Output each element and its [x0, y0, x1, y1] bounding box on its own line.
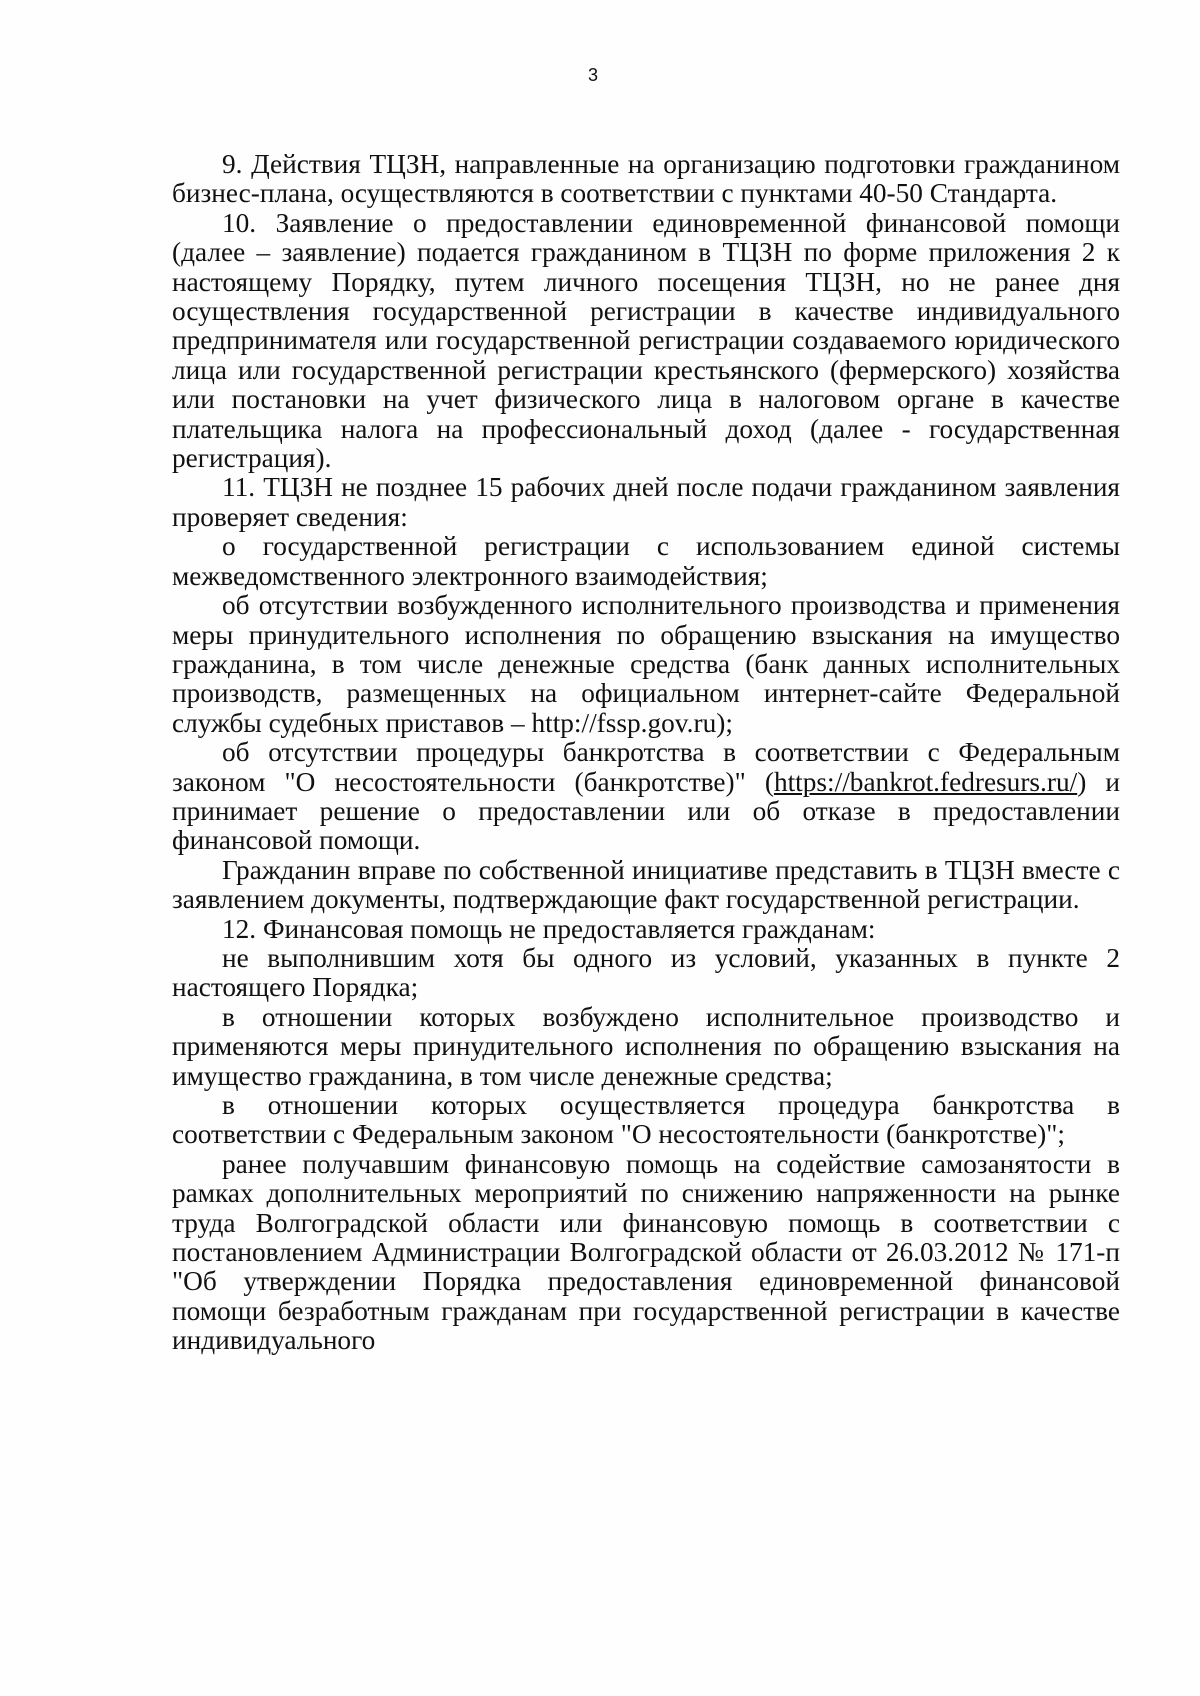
paragraph-item-11: 11. ТЦЗН не позднее 15 рабочих дней после подачи гражданином заявления проверяет сведения: — [172, 472, 1120, 532]
paragraph-bankruptcy-exclusion: в отношении которых осуществляется процедура банкротства в соответствии с Федеральным законом "О несостоятельности (банкротстве)"; — [172, 1090, 1120, 1150]
paragraph-enforcement-exclusion: в отношении которых возбуждено исполнительное производство и применяются меры принудительного исполнения по обращению взыскания на имущество гражданина, в том числе денежные средства; — [172, 1001, 1120, 1091]
paragraph-item-12: 12. Финансовая помощь не предоставляется гражданам: — [222, 913, 876, 944]
fedresurs-link[interactable]: https://bankrot.fedresurs.ru/ — [773, 766, 1078, 797]
paragraph-enforcement-check: об отсутствии возбужденного исполнительного производства и применения меры принудительного исполнения по обращению взыскания на имущество гражданина, в том числе денежные средства (банк данных исполнительных производств, размещенных на официальном интернет-сайте Федеральной службы судебных приставов – http://fssp.gov.ru); — [172, 590, 1120, 738]
bankruptcy-text-start: об отсутствии процедуры банкротства в соответствии с Федеральным законом "О несостоятельности (банкротстве)" ( — [172, 737, 1120, 797]
bankruptcy-text-end: ) и принимает решение о предоставлении или об отказе в предоставлении финансовой помощи. — [172, 766, 1120, 856]
paragraph-bankruptcy-check — [172, 738, 1120, 856]
paragraph-item-9: 9. Действия ТЦЗН, направленные на организацию подготовки гражданином бизнес-плана, осуществляются в соответствии с пунктами 40-50 Стандарта. — [172, 149, 1120, 209]
document-body — [172, 150, 1120, 1356]
paragraph-item-10: 10. Заявление о предоставлении единовременной финансовой помощи (далее – заявление) подается гражданином в ТЦЗН по форме приложения 2 к настоящему Порядку, путем личного посещения ТЦЗН, но не ранее дня осуществления государственной регистрации в качестве индивидуального предпринимателя или государственной регистрации создаваемого юридического лица или государственной регистрации крестьянского (фермерского) хозяйства или постановки на учет физического лица в налоговом органе в качестве плательщика налога на профессиональный доход (далее - государственная регистрация). — [172, 207, 1120, 474]
paragraph-previous-aid: ранее получавшим финансовую помощь на содействие самозанятости в рамках дополнительных мероприятий по снижению напряженности на рынке труда Волгоградской области или финансовую помощь в соответствии с постановлением Администрации Волгоградской области от 26.03.2012 № 171-п "Об утверждении Порядка предоставления единовременной финансовой помощи безработным гражданам при государственной регистрации в качестве индивидуального — [172, 1148, 1120, 1356]
paragraph-condition-unmet: не выполнившим хотя бы одного из условий, указанных в пункте 2 настоящего Порядка; — [172, 942, 1120, 1003]
paragraph-citizen-right: Гражданин вправе по собственной инициативе представить в ТЦЗН вместе с заявлением документы, подтверждающие факт государственной регистрации. — [172, 854, 1120, 915]
paragraph-registration-check: о государственной регистрации с использованием единой системы межведомственного электронного взаимодействия; — [172, 531, 1120, 591]
page-number: 3 — [587, 65, 598, 85]
